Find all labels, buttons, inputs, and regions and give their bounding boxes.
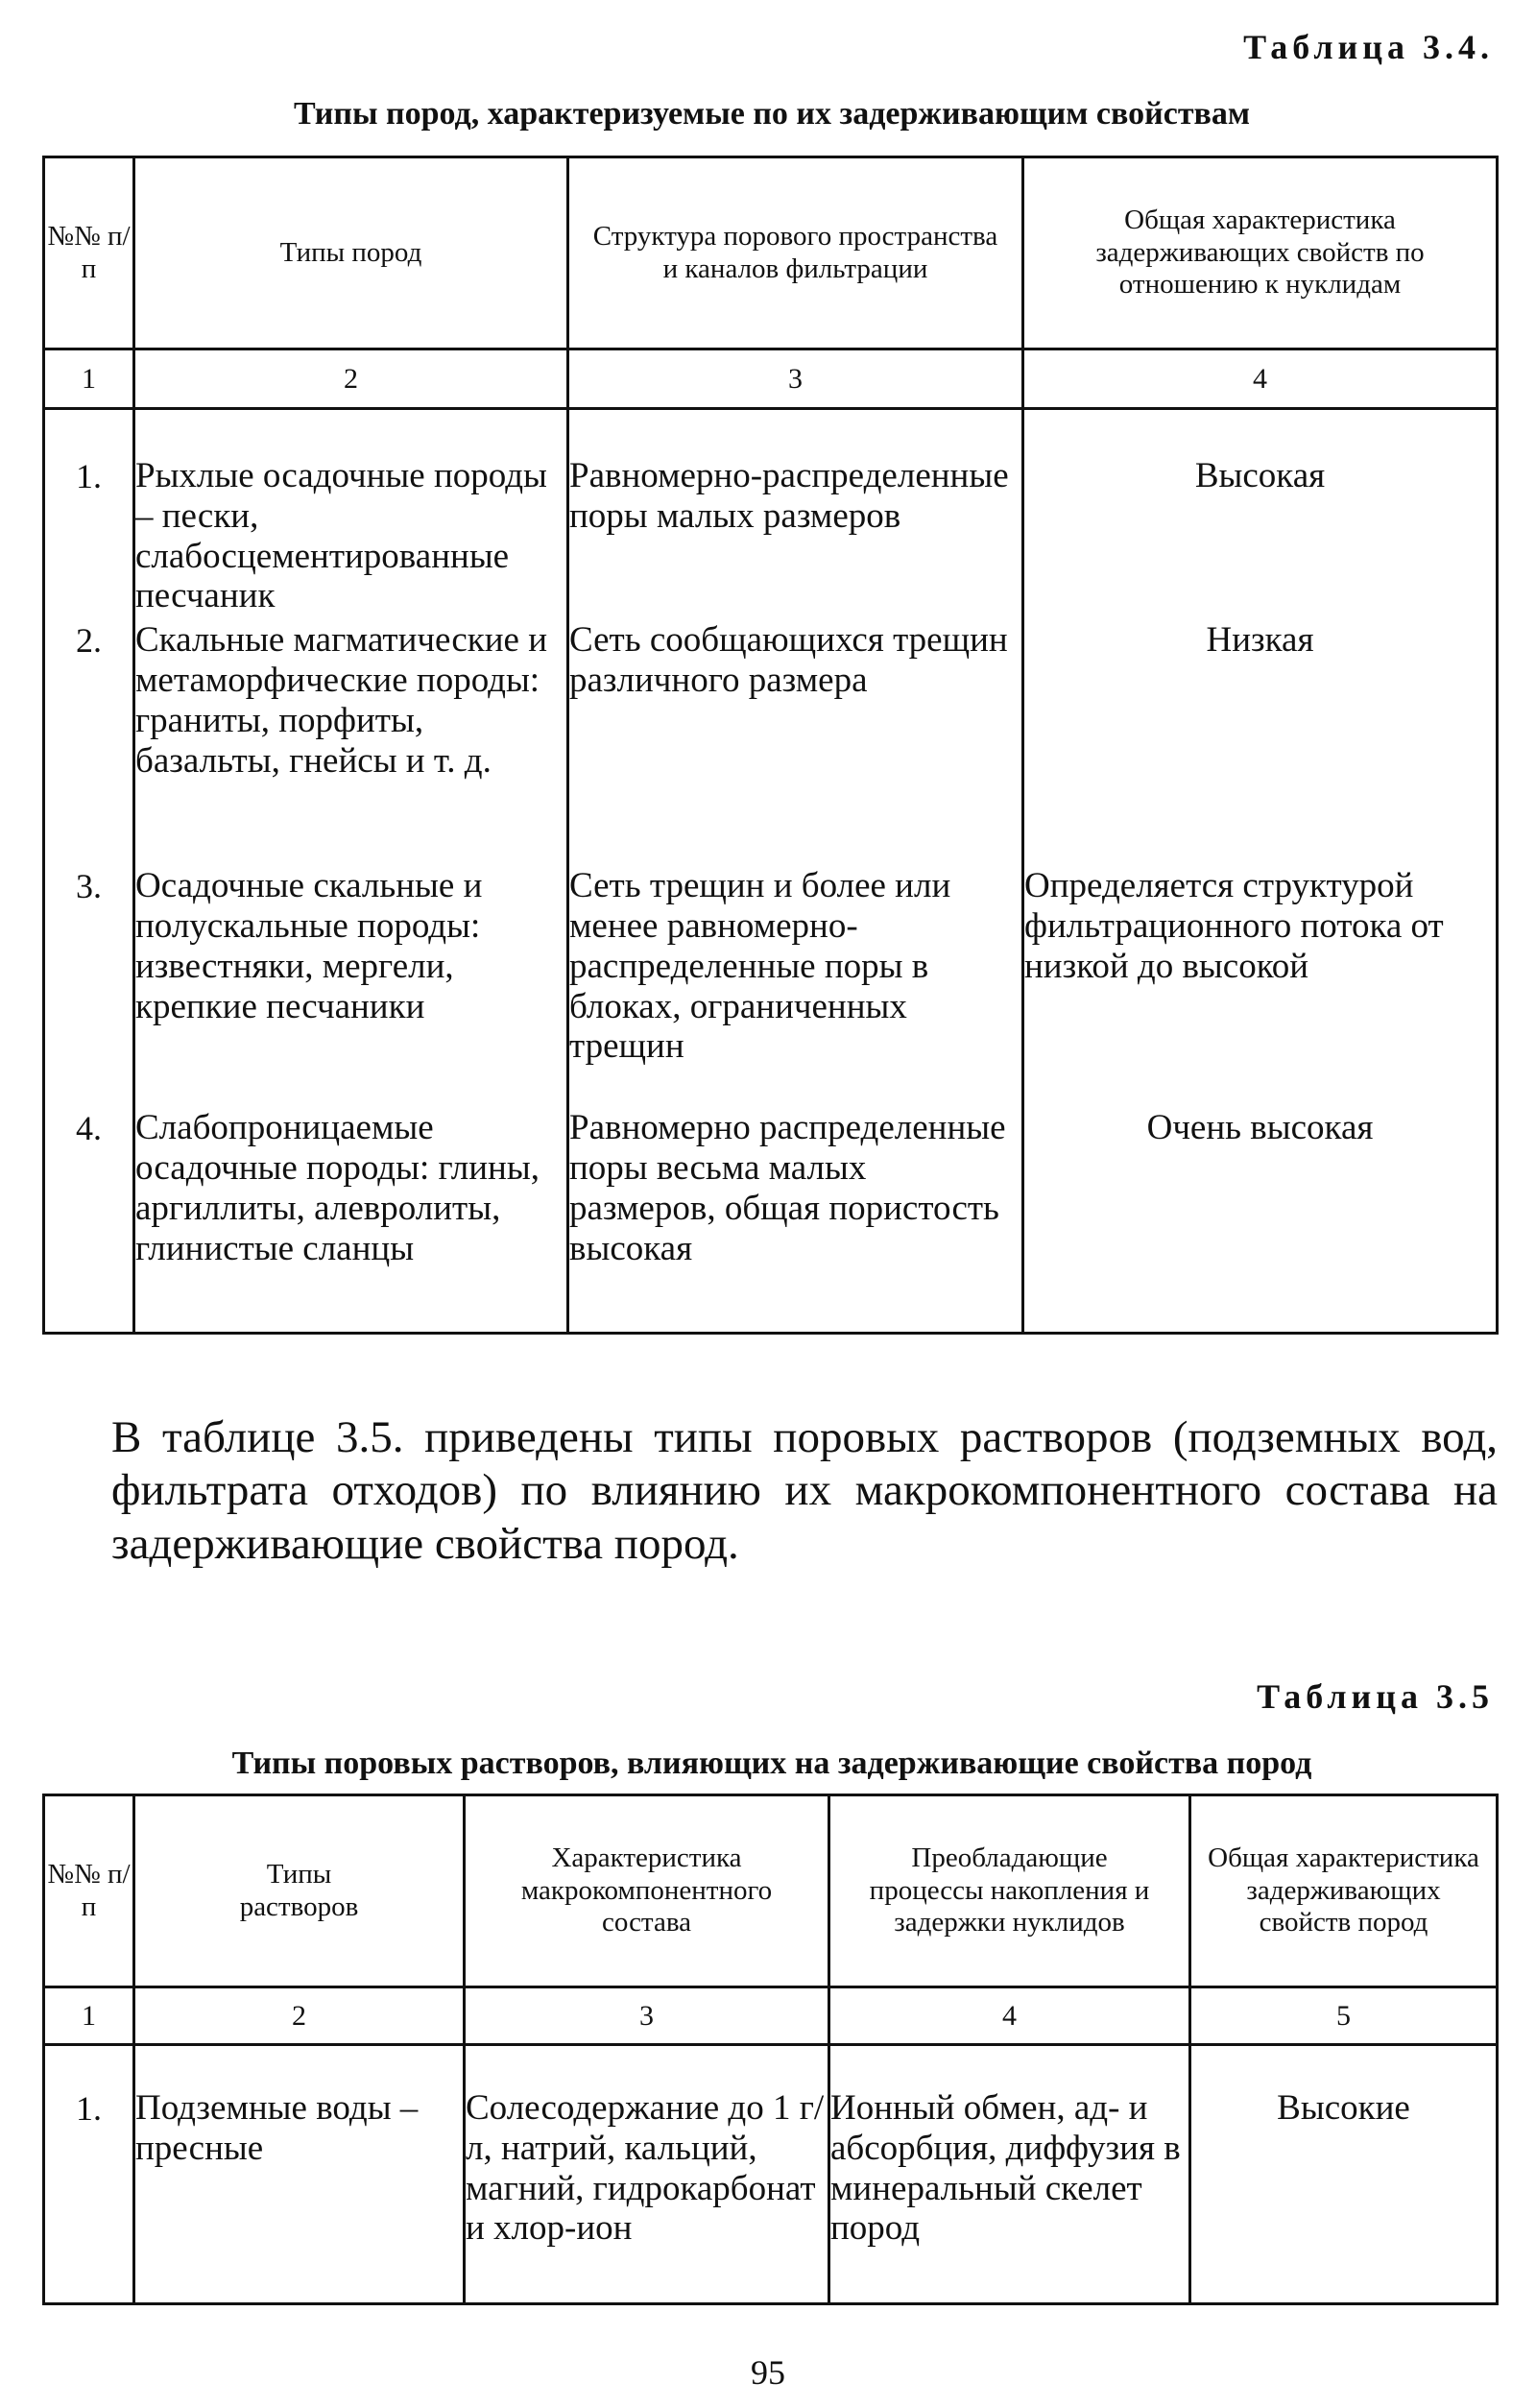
rock-type-cell: Рыхлые осадочные породы – пески, слабосцементированные песчаник [134, 409, 568, 617]
col-number: 4 [829, 1987, 1190, 2045]
header-number: №№ п/п [44, 157, 134, 349]
col-number: 3 [568, 349, 1023, 409]
table-3-5-caption: Типы поровых растворов, влияющих на задерживающие свойства пород [231, 1746, 1312, 1781]
retention-cell: Очень высокая [1023, 1104, 1498, 1333]
table-3-4-caption: Типы пород, характеризуемые по их задерживающим свойствам [293, 96, 1251, 132]
retention-cell: Определяется структурой фильтрационного потока от низкой до высокой [1023, 862, 1498, 1104]
rock-type-cell: Слабопроницаемые осадочные породы: глины, аргиллиты, алевролиты, глинистые сланцы [134, 1104, 568, 1333]
structure-cell: Равномерно-распределенные поры малых размеров [568, 409, 1023, 617]
body-paragraph: В таблице 3.5. приведены типы поровых растворов (подземных вод, фильтрата отходов) по влиянию их макрокомпонентного состава на задерживающие свойства пород. [111, 1412, 1498, 1569]
col-number: 2 [134, 1987, 465, 2045]
table-3-4-label: Таблица 3.4. [1243, 28, 1494, 66]
table-header-row [44, 1795, 1498, 1987]
table-3-5-label: Таблица 3.5 [1257, 1677, 1494, 1716]
header-pore-structure: Структура порового пространства и каналов фильтрации [568, 157, 1023, 349]
table-row [44, 2045, 1498, 2304]
process-cell: Ионный обмен, ад- и абсорбция, диффузия в минеральный скелет пород [829, 2045, 1190, 2304]
retention-cell: Высокие [1190, 2045, 1498, 2304]
structure-cell: Равномерно распределенные поры весьма малых размеров, общая пористость высокая [568, 1104, 1023, 1333]
col-number: 1 [44, 1987, 134, 2045]
structure-cell: Сеть сообщающихся трещин различного размера [568, 616, 1023, 862]
row-number: 1. [44, 409, 134, 617]
row-number: 1. [44, 2045, 134, 2304]
col-number: 1 [44, 349, 134, 409]
retention-cell: Высокая [1023, 409, 1498, 617]
rock-type-cell: Осадочные скальные и полускальные породы: известняки, мергели, крепкие песчаники [134, 862, 568, 1104]
page-number: 95 [751, 2353, 785, 2392]
table-row [44, 862, 1498, 1104]
col-number: 2 [134, 349, 568, 409]
row-number: 2. [44, 616, 134, 862]
header-composition: Характеристика макрокомпонентного состава [465, 1795, 829, 1987]
column-number-row [44, 1987, 1498, 2045]
header-retention: Общая характеристика задерживающих свойств пород [1190, 1795, 1498, 1987]
table-row [44, 1104, 1498, 1333]
table-row [44, 616, 1498, 862]
row-number: 3. [44, 862, 134, 1104]
header-process: Преобладающие процессы накопления и задержки нуклидов [829, 1795, 1190, 1987]
header-retention: Общая характеристика задерживающих свойств по отношению к нуклидам [1023, 157, 1498, 349]
row-number: 4. [44, 1104, 134, 1333]
retention-cell: Низкая [1023, 616, 1498, 862]
header-rock-type: Типы пород [134, 157, 568, 349]
column-number-row [44, 349, 1498, 409]
col-number: 4 [1023, 349, 1498, 409]
solution-type-cell: Подземные воды – пресные [134, 2045, 465, 2304]
table-3-4 [42, 156, 1499, 1335]
col-number: 5 [1190, 1987, 1498, 2045]
col-number: 3 [465, 1987, 829, 2045]
table-3-5 [42, 1794, 1499, 2305]
composition-cell: Солесодержание до 1 г/л, натрий, кальций, магний, гидрокарбонат и хлор-ион [465, 2045, 829, 2304]
rock-type-cell: Скальные магматические и метаморфические породы: граниты, порфиты, базальты, гнейсы и т. д. [134, 616, 568, 862]
header-solution-type: Типы растворов [134, 1795, 465, 1987]
table-header-row [44, 157, 1498, 349]
table-row [44, 409, 1498, 617]
header-number: №№ п/п [44, 1795, 134, 1987]
structure-cell: Сеть трещин и более или менее равномерно-распределенные поры в блоках, ограниченных трещин [568, 862, 1023, 1104]
